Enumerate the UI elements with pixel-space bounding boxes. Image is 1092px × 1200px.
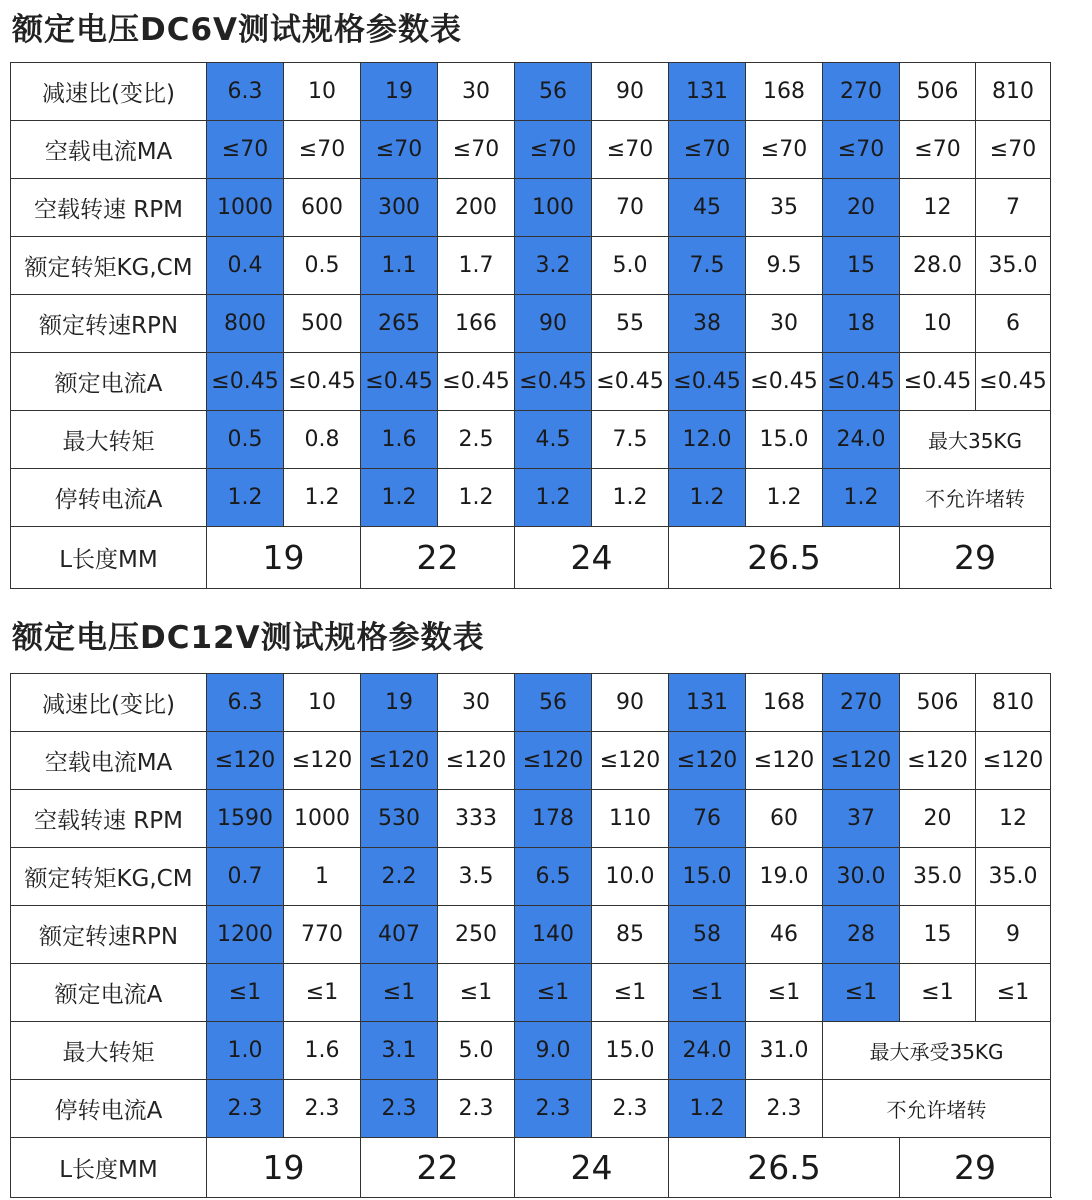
value-cell: 1200 [207, 906, 284, 964]
value-cell: ≤1 [361, 964, 438, 1022]
value-cell: ≤0.45 [515, 353, 592, 411]
value-cell: 1590 [207, 790, 284, 848]
value-cell: 1.6 [284, 1022, 361, 1080]
value-cell: 168 [746, 674, 823, 732]
value-cell: ≤0.45 [900, 353, 976, 411]
value-cell: ≤120 [669, 732, 746, 790]
length-value: 26.5 [669, 1138, 900, 1198]
value-cell: 800 [207, 295, 284, 353]
value-cell: 15.0 [746, 411, 823, 469]
row-label: 额定转速RPN [11, 295, 207, 353]
value-cell: 1.2 [669, 469, 746, 527]
note-cell: 最大35KG [900, 411, 1051, 469]
value-cell: ≤120 [515, 732, 592, 790]
value-cell: 24.0 [669, 1022, 746, 1080]
value-cell: ≤120 [207, 732, 284, 790]
value-cell: 2.3 [207, 1080, 284, 1138]
note-cell: 最大承受35KG [823, 1022, 1051, 1080]
value-cell: 0.8 [284, 411, 361, 469]
row-label: 减速比(变比) [11, 63, 207, 121]
value-cell: ≤70 [438, 121, 515, 179]
value-cell: 19.0 [746, 848, 823, 906]
value-cell: 28 [823, 906, 900, 964]
value-cell: 178 [515, 790, 592, 848]
value-cell: 10 [900, 295, 976, 353]
value-cell: 10 [284, 63, 361, 121]
value-cell: 28.0 [900, 237, 976, 295]
value-cell: 3.5 [438, 848, 515, 906]
value-cell: 5.0 [438, 1022, 515, 1080]
length-value: 24 [515, 527, 669, 589]
length-value: 19 [207, 1138, 361, 1198]
value-cell: 3.1 [361, 1022, 438, 1080]
value-cell: ≤1 [592, 964, 669, 1022]
value-cell: 9.0 [515, 1022, 592, 1080]
table-row [11, 732, 1051, 790]
value-cell: 270 [823, 674, 900, 732]
value-cell: 30 [438, 674, 515, 732]
value-cell: 10.0 [592, 848, 669, 906]
table-row [11, 1022, 1051, 1080]
value-cell: 2.3 [515, 1080, 592, 1138]
value-cell: 55 [592, 295, 669, 353]
value-cell: 4.5 [515, 411, 592, 469]
value-cell: 2.3 [361, 1080, 438, 1138]
table-row [11, 411, 1051, 469]
value-cell: 76 [669, 790, 746, 848]
value-cell: 110 [592, 790, 669, 848]
table-title-dc12v: 额定电压DC12V测试规格参数表 [12, 620, 485, 656]
value-cell: 2.2 [361, 848, 438, 906]
row-label: 空载转速 RPM [11, 790, 207, 848]
row-label: 空载电流MA [11, 121, 207, 179]
table-row [11, 63, 1051, 121]
value-cell: 1.1 [361, 237, 438, 295]
value-cell: 19 [361, 674, 438, 732]
value-cell: 1.2 [207, 469, 284, 527]
value-cell: 1.6 [361, 411, 438, 469]
value-cell: 12.0 [669, 411, 746, 469]
value-cell: 12 [900, 179, 976, 237]
note-cell: 不允许堵转 [823, 1080, 1051, 1138]
value-cell: 250 [438, 906, 515, 964]
value-cell: 30 [746, 295, 823, 353]
value-cell: 1.2 [592, 469, 669, 527]
value-cell: ≤0.45 [976, 353, 1051, 411]
value-cell: 100 [515, 179, 592, 237]
row-label: 空载转速 RPM [11, 179, 207, 237]
value-cell: 31.0 [746, 1022, 823, 1080]
value-cell: ≤120 [746, 732, 823, 790]
value-cell: 18 [823, 295, 900, 353]
value-cell: 9.5 [746, 237, 823, 295]
value-cell: 200 [438, 179, 515, 237]
value-cell: 15 [900, 906, 976, 964]
value-cell: 30.0 [823, 848, 900, 906]
length-value: 24 [515, 1138, 669, 1198]
value-cell: 19 [361, 63, 438, 121]
value-cell: 1.2 [515, 469, 592, 527]
value-cell: ≤1 [515, 964, 592, 1022]
value-cell: 20 [823, 179, 900, 237]
value-cell: 7.5 [669, 237, 746, 295]
value-cell: 2.5 [438, 411, 515, 469]
value-cell: 300 [361, 179, 438, 237]
value-cell: 7 [976, 179, 1051, 237]
length-row [11, 527, 1051, 589]
length-label: L长度MM [11, 527, 207, 589]
value-cell: ≤0.45 [823, 353, 900, 411]
value-cell: 45 [669, 179, 746, 237]
value-cell: 37 [823, 790, 900, 848]
value-cell: ≤0.45 [438, 353, 515, 411]
value-cell: 15.0 [592, 1022, 669, 1080]
row-label: 额定电流A [11, 964, 207, 1022]
value-cell: ≤1 [284, 964, 361, 1022]
length-value: 26.5 [669, 527, 900, 589]
value-cell: 2.3 [284, 1080, 361, 1138]
table-row [11, 237, 1051, 295]
value-cell: 6.3 [207, 63, 284, 121]
value-cell: 85 [592, 906, 669, 964]
row-label: 额定电流A [11, 353, 207, 411]
row-label: 额定转矩KG,CM [11, 848, 207, 906]
table-title-dc6v: 额定电压DC6V测试规格参数表 [12, 12, 463, 48]
row-label: 额定转矩KG,CM [11, 237, 207, 295]
row-label: 停转电流A [11, 1080, 207, 1138]
value-cell: 3.2 [515, 237, 592, 295]
value-cell: ≤1 [669, 964, 746, 1022]
value-cell: ≤1 [746, 964, 823, 1022]
value-cell: 131 [669, 674, 746, 732]
value-cell: 6 [976, 295, 1051, 353]
table-row [11, 1080, 1051, 1138]
value-cell: 5.0 [592, 237, 669, 295]
value-cell: 2.3 [592, 1080, 669, 1138]
table-row [11, 848, 1051, 906]
value-cell: 0.7 [207, 848, 284, 906]
length-value: 19 [207, 527, 361, 589]
value-cell: 9 [976, 906, 1051, 964]
value-cell: ≤1 [900, 964, 976, 1022]
length-value: 29 [900, 1138, 1051, 1198]
table-row [11, 469, 1051, 527]
value-cell: ≤120 [592, 732, 669, 790]
value-cell: ≤70 [284, 121, 361, 179]
value-cell: 770 [284, 906, 361, 964]
value-cell: 265 [361, 295, 438, 353]
table-row [11, 964, 1051, 1022]
value-cell: 7.5 [592, 411, 669, 469]
value-cell: ≤1 [976, 964, 1051, 1022]
value-cell: 1.0 [207, 1022, 284, 1080]
value-cell: 530 [361, 790, 438, 848]
value-cell: 30 [438, 63, 515, 121]
value-cell: 1.2 [746, 469, 823, 527]
value-cell: 0.5 [207, 411, 284, 469]
value-cell: ≤70 [823, 121, 900, 179]
length-value: 22 [361, 527, 515, 589]
value-cell: 0.4 [207, 237, 284, 295]
table-row [11, 353, 1051, 411]
value-cell: ≤120 [900, 732, 976, 790]
value-cell: 46 [746, 906, 823, 964]
value-cell: 1 [284, 848, 361, 906]
value-cell: 1.2 [361, 469, 438, 527]
value-cell: 24.0 [823, 411, 900, 469]
spec-table-dc6v [10, 62, 1051, 589]
value-cell: 10 [284, 674, 361, 732]
value-cell: 506 [900, 674, 976, 732]
value-cell: ≤120 [284, 732, 361, 790]
value-cell: 2.3 [746, 1080, 823, 1138]
value-cell: 35.0 [976, 848, 1051, 906]
value-cell: 810 [976, 674, 1051, 732]
value-cell: 333 [438, 790, 515, 848]
value-cell: 6.3 [207, 674, 284, 732]
row-label: 额定转速RPN [11, 906, 207, 964]
length-value: 22 [361, 1138, 515, 1198]
value-cell: 131 [669, 63, 746, 121]
row-label: 减速比(变比) [11, 674, 207, 732]
value-cell: ≤70 [515, 121, 592, 179]
value-cell: 15 [823, 237, 900, 295]
length-row [11, 1138, 1051, 1198]
value-cell: 35.0 [900, 848, 976, 906]
value-cell: 60 [746, 790, 823, 848]
value-cell: 0.5 [284, 237, 361, 295]
value-cell: 90 [592, 674, 669, 732]
row-label: 最大转矩 [11, 411, 207, 469]
value-cell: ≤0.45 [746, 353, 823, 411]
row-label: 停转电流A [11, 469, 207, 527]
table-row [11, 179, 1051, 237]
value-cell: 56 [515, 63, 592, 121]
length-value: 29 [900, 527, 1051, 589]
value-cell: 1000 [284, 790, 361, 848]
value-cell: 1.7 [438, 237, 515, 295]
value-cell: ≤120 [823, 732, 900, 790]
value-cell: ≤1 [207, 964, 284, 1022]
value-cell: 166 [438, 295, 515, 353]
value-cell: 1.2 [669, 1080, 746, 1138]
table-row [11, 790, 1051, 848]
value-cell: ≤1 [438, 964, 515, 1022]
value-cell: ≤70 [669, 121, 746, 179]
value-cell: ≤1 [823, 964, 900, 1022]
value-cell: 270 [823, 63, 900, 121]
value-cell: 70 [592, 179, 669, 237]
value-cell: ≤120 [976, 732, 1051, 790]
value-cell: 1.2 [284, 469, 361, 527]
spec-table-dc12v [10, 673, 1051, 1198]
value-cell: 1000 [207, 179, 284, 237]
value-cell: ≤0.45 [207, 353, 284, 411]
value-cell: 35 [746, 179, 823, 237]
table-row [11, 674, 1051, 732]
value-cell: ≤0.45 [284, 353, 361, 411]
value-cell: ≤70 [900, 121, 976, 179]
value-cell: 810 [976, 63, 1051, 121]
value-cell: ≤0.45 [361, 353, 438, 411]
value-cell: 500 [284, 295, 361, 353]
value-cell: 15.0 [669, 848, 746, 906]
table-row [11, 121, 1051, 179]
value-cell: ≤120 [438, 732, 515, 790]
table-row [11, 295, 1051, 353]
row-label: 最大转矩 [11, 1022, 207, 1080]
length-label: L长度MM [11, 1138, 207, 1198]
note-cell: 不允许堵转 [900, 469, 1051, 527]
value-cell: ≤120 [361, 732, 438, 790]
value-cell: 506 [900, 63, 976, 121]
value-cell: 1.2 [438, 469, 515, 527]
value-cell: 56 [515, 674, 592, 732]
row-label: 空载电流MA [11, 732, 207, 790]
value-cell: ≤70 [592, 121, 669, 179]
value-cell: 90 [592, 63, 669, 121]
value-cell: ≤0.45 [669, 353, 746, 411]
value-cell: 6.5 [515, 848, 592, 906]
value-cell: ≤0.45 [592, 353, 669, 411]
value-cell: ≤70 [361, 121, 438, 179]
value-cell: 2.3 [438, 1080, 515, 1138]
value-cell: ≤70 [207, 121, 284, 179]
value-cell: 20 [900, 790, 976, 848]
value-cell: 90 [515, 295, 592, 353]
value-cell: 12 [976, 790, 1051, 848]
value-cell: 35.0 [976, 237, 1051, 295]
value-cell: ≤70 [976, 121, 1051, 179]
value-cell: 600 [284, 179, 361, 237]
value-cell: 168 [746, 63, 823, 121]
table-row [11, 906, 1051, 964]
value-cell: 38 [669, 295, 746, 353]
value-cell: 140 [515, 906, 592, 964]
value-cell: 407 [361, 906, 438, 964]
value-cell: 1.2 [823, 469, 900, 527]
value-cell: 58 [669, 906, 746, 964]
value-cell: ≤70 [746, 121, 823, 179]
